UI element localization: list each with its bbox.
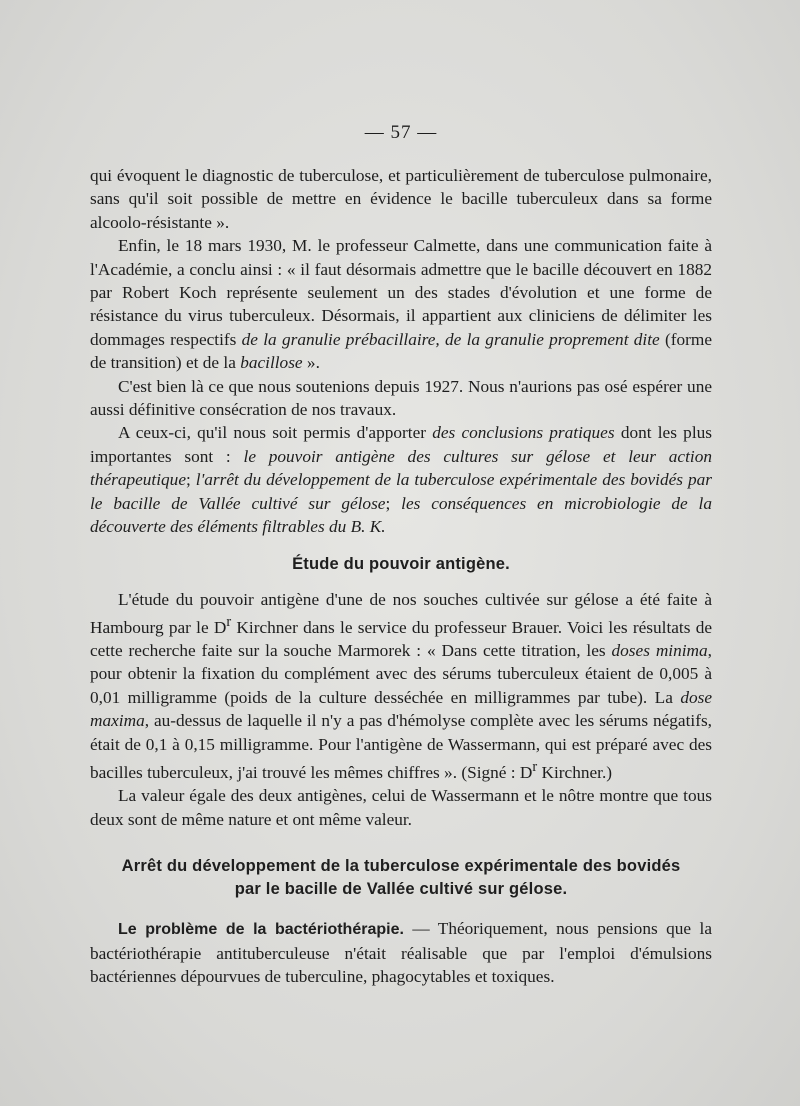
runin-heading: Le problème de la bactériothérapie.: [118, 921, 404, 939]
italic-pouvoir-antigene: le pouvoir antigène des cultures sur gélose et leur action thérapeutique: [90, 446, 712, 490]
paragraph-7: Le problème de la bactériothérapie. — Théoriquement, nous pensions que la bactériothérapie antituberculeuse n'était réalisable que par l'emploi d'émulsions bactériennes dépourvues de tuberculine, phagocytables et toxiques.: [90, 919, 712, 986]
paragraph-2: Enfin, le 18 mars 1930, M. le professeur Calmette, dans une communication faite à l'Académie, a conclu ainsi : « il faut désormais admettre que le bacille découvert en 1882 par Robert Koch représente seulement un des stades d'évolution et une forme de résistance du virus tuberculeux. Désormais, il appartient aux cliniciens de délimiter les dommages respectifs de la granulie prébacillaire, de la granulie proprement dite (forme de transition) et de la bacillose ».: [90, 236, 712, 373]
section-heading-antigen: Étude du pouvoir antigène.: [292, 554, 510, 573]
paragraph-6: La valeur égale des deux antigènes, celui de Wassermann et le nôtre montre que tous deux sont de même nature et ont même valeur.: [90, 786, 712, 829]
italic-consequences: les conséquences en microbiologie de la découverte des éléments filtrables du B. K.: [90, 493, 713, 537]
paragraph-4: A ceux-ci, qu'il nous soit permis d'apporter des conclusions pratiques dont les plus importantes sont : le pouvoir antigène des cultures sur gélose et leur action thérapeutique; l'arrêt du développement de la tuberculose expérimentale des bovidés par le bacille de Vallée cultivé sur gélose; les conséquences en microbiologie de la découverte des éléments filtrables du B. K.: [90, 423, 713, 537]
page-content: [90, 122, 712, 988]
paragraph-5: L'étude du pouvoir antigène d'une de nos souches cultivée sur gélose a été faite à Hambourg par le $D^r$ Kirchner dans le service du professeur Brauer. Voici les résultats de cette recherche faite sur la souche Marmorek : « Dans cette titration, les doses minima, pour obtenir la fixation du complément avec des sérums tuberculeux étaient de 0,005 à 0,01 milligramme (poids de la culture desséchée en milligrammes par tube). La dose maxima, au-dessus de laquelle il n'y a pas d'hémolyse complète avec les sérums négatifs, était de 0,1 à 0,15 milligramme. Pour l'antigène de Wassermann, qui est préparé avec des bacilles tuberculeux, j'ai trouvé les mêmes chiffres ». (Signé : $D^r$ Kirchner.): [90, 589, 713, 782]
italic-arret: l'arrêt du développement de la tuberculose expérimentale des bovidés par le bacille de Vallée cultivé sur gélose: [90, 470, 712, 513]
italic-dose-maxima: dose maxima: [90, 687, 712, 731]
italic-bacillose: bacillose: [240, 353, 303, 373]
italic-granulie: de la granulie prébacillaire, de la granulie proprement dite: [241, 329, 660, 349]
page-number: — 57 —: [364, 122, 438, 143]
italic-conclusions: des conclusions pratiques: [432, 423, 615, 443]
paragraph-3: C'est bien là ce que nous soutenions depuis 1927. Nous n'aurions pas osé espérer une aussi définitive consécration de nos travaux.: [90, 376, 712, 420]
italic-doses-minima: doses minima: [611, 641, 708, 661]
section-heading-arret: Arrêt du développement de la tuberculose expérimentale des bovidés par le bacille de Vallée cultivé sur gélose.: [121, 857, 681, 899]
paragraph-1: qui évoquent le diagnostic de tuberculose, et particulièrement de tuberculose pulmonaire, sans qu'il soit possible de mettre en évidence le bacille tuberculeux dans sa forme alcoolo-résistante ».: [90, 166, 712, 232]
